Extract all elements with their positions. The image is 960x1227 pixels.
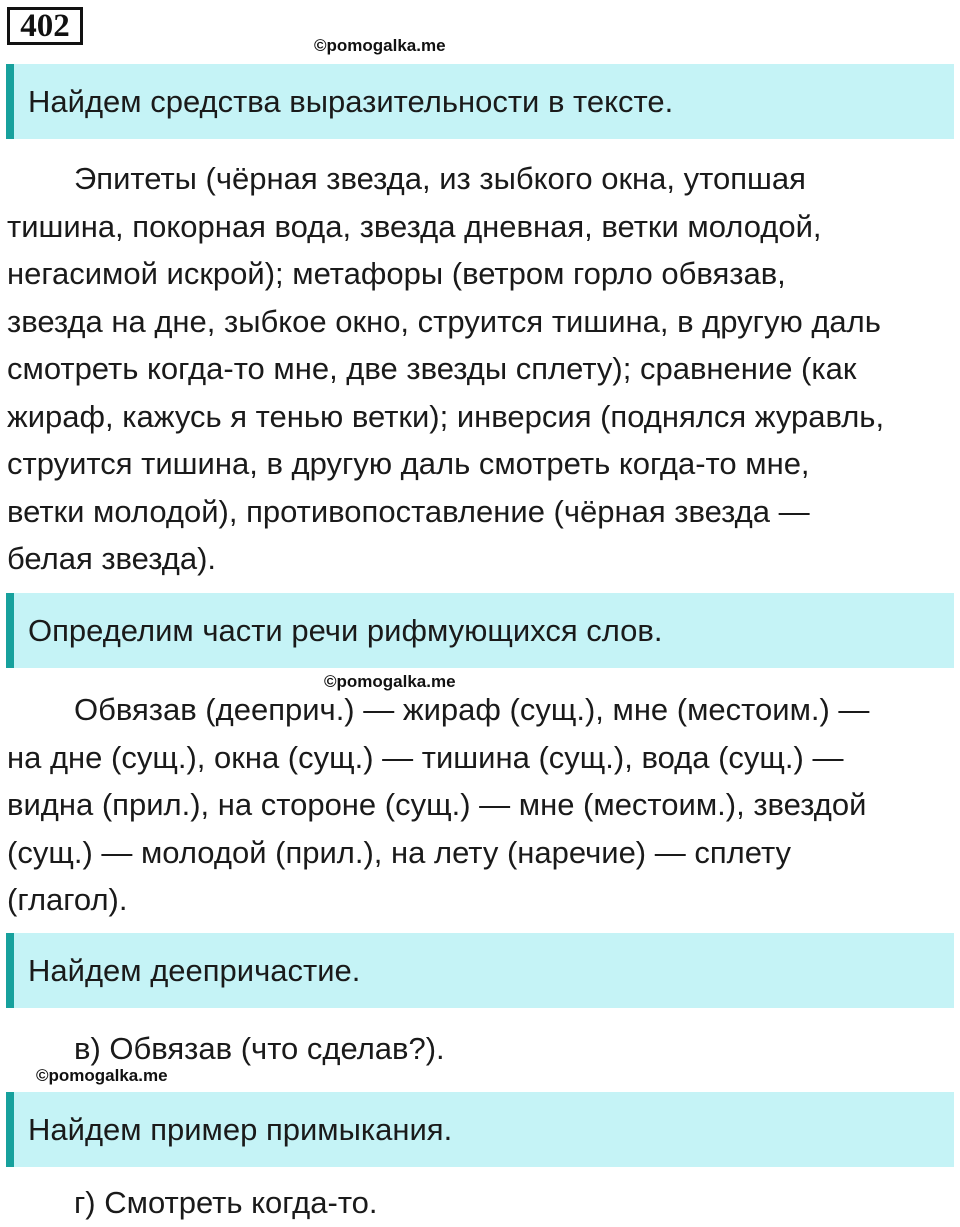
text-line: струится тишина, в другую даль смотреть когда-то мне,	[7, 446, 810, 481]
section-heading-rhyme-parts-of-speech	[6, 593, 954, 668]
section-body-rhyme-parts-of-speech	[7, 686, 953, 924]
text-line: на дне (сущ.), окна (сущ.) — тишина (сущ.), вода (сущ.) —	[7, 739, 844, 775]
section-body-adjunction	[7, 1179, 953, 1227]
section-heading-text: Найдем деепричастие.	[28, 952, 361, 988]
section-heading-adjunction	[6, 1092, 954, 1167]
section-body-expressive-means	[7, 155, 953, 583]
section-heading-expressive-means	[6, 64, 954, 139]
text-line: (сущ.) — молодой (прил.), на лету (наречие) — сплету	[7, 834, 791, 870]
text-line: негасимой искрой); метафоры (ветром горло обвязав,	[7, 256, 786, 291]
task-number: 402	[7, 7, 83, 45]
text-line: г) Смотреть когда-то.	[74, 1185, 378, 1220]
text-line: белая звезда).	[7, 541, 217, 576]
text-line: тишина, покорная вода, звезда дневная, ветки молодой,	[7, 208, 822, 244]
text-line: Обвязав (дееприч.) — жираф (сущ.), мне (местоим.) —	[74, 692, 870, 727]
text-line: жираф, кажусь я тенью ветки); инверсия (поднялся журавль,	[7, 398, 885, 434]
section-heading-participle	[6, 933, 954, 1008]
text-line: Эпитеты (чёрная звезда, из зыбкого окна, утопшая	[74, 161, 806, 196]
watermark: ©pomogalka.me	[36, 1066, 168, 1085]
text-line: звезда на дне, зыбкое окно, струится тишина, в другую даль	[7, 303, 881, 339]
section-heading-text: Найдем средства выразительности в тексте.	[28, 83, 674, 119]
watermark: ©pomogalka.me	[314, 36, 446, 55]
text-line: ветки молодой), противопоставление (чёрная звезда —	[7, 493, 810, 529]
text-line: смотреть когда-то мне, две звезды сплету); сравнение (как	[7, 351, 857, 386]
text-line: видна (прил.), на стороне (сущ.) — мне (местоим.), звездой	[7, 787, 867, 822]
text-line: (глагол).	[7, 882, 128, 917]
section-heading-text: Определим части речи рифмующихся слов.	[28, 612, 663, 648]
section-heading-text: Найдем пример примыкания.	[28, 1111, 453, 1147]
watermark: ©pomogalka.me	[324, 672, 456, 691]
text-line: в) Обвязав (что сделав?).	[74, 1031, 445, 1066]
